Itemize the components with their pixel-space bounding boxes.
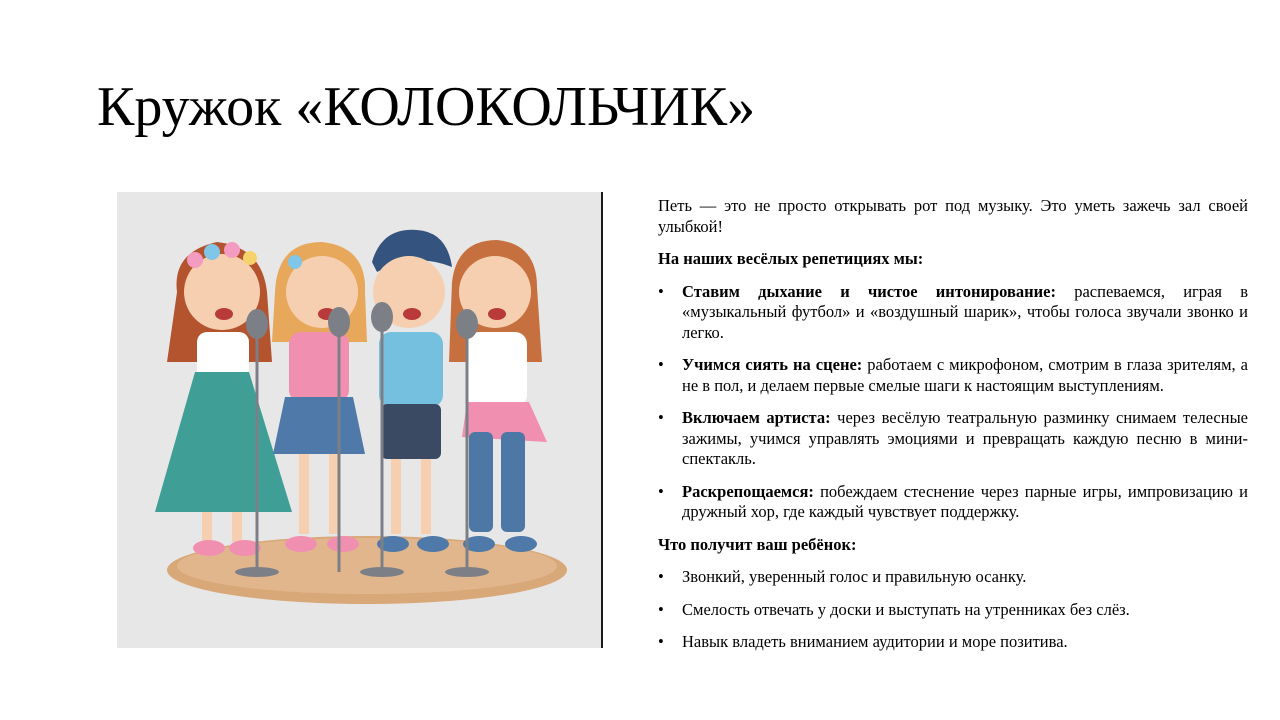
bullet-icon: • (658, 599, 664, 619)
bullet-icon: • (658, 481, 664, 501)
bullet-icon: • (658, 567, 664, 586)
rehearsal-heading: На наших весёлых репетициях мы: (658, 249, 924, 268)
result-list (658, 567, 1248, 653)
bullet-icon: • (658, 408, 664, 427)
list-item-text: Навык владеть вниманием аудитории и море позитива. (682, 632, 1068, 651)
list-item-text: побеждаем стеснение через парные игры, импровизацию и дружный хор, где каждый чувствует поддержку. (682, 481, 1248, 521)
list-item-title: Раскрепощаемся: (682, 481, 814, 501)
rehearsal-list (658, 282, 1248, 523)
children-singing-icon (117, 192, 601, 648)
list-item-text: Смелость отвечать у доски и выступать на утренниках без слёз. (682, 599, 1130, 619)
list-item-title: Учимся сиять на сцене: (682, 355, 863, 374)
list-item-title: Включаем артиста: (682, 408, 831, 427)
list-item-text: работаем с микрофоном, смотрим в глаза зрителям, а не в пол, и делаем первые смелые шаги к настоящим выступлениям. (682, 355, 1248, 395)
bullet-icon: • (658, 355, 664, 374)
list-item (658, 600, 1248, 621)
list-item (658, 567, 1248, 588)
list-item (658, 408, 1248, 470)
list-item-title: Ставим дыхание и чистое интонирование: (682, 281, 1056, 301)
slide-title: Кружок «КОЛОКОЛЬЧИК» (97, 76, 756, 138)
list-item (658, 482, 1248, 523)
description-text (658, 196, 1248, 665)
list-item (658, 282, 1248, 344)
list-item-text: Звонкий, уверенный голос и правильную осанку. (682, 567, 1027, 586)
result-heading: Что получит ваш ребёнок: (658, 534, 857, 554)
list-item-text: распеваемся, играя в «музыкальный футбол» и «воздушный шарик», чтобы голоса звучали звонко и легко. (682, 281, 1248, 342)
children-singing-illustration (117, 192, 603, 648)
bullet-icon: • (658, 281, 664, 301)
list-item (658, 355, 1248, 396)
intro-paragraph: Петь — это не просто открывать рот под музыку. Это уметь зажечь зал своей улыбкой! (658, 196, 1248, 236)
list-item (658, 632, 1248, 653)
list-item-text: через весёлую театральную разминку снимаем телесные зажимы, учимся управлять эмоциями и превращать каждую песню в мини-спектакль. (682, 408, 1248, 468)
bullet-icon: • (658, 632, 664, 651)
